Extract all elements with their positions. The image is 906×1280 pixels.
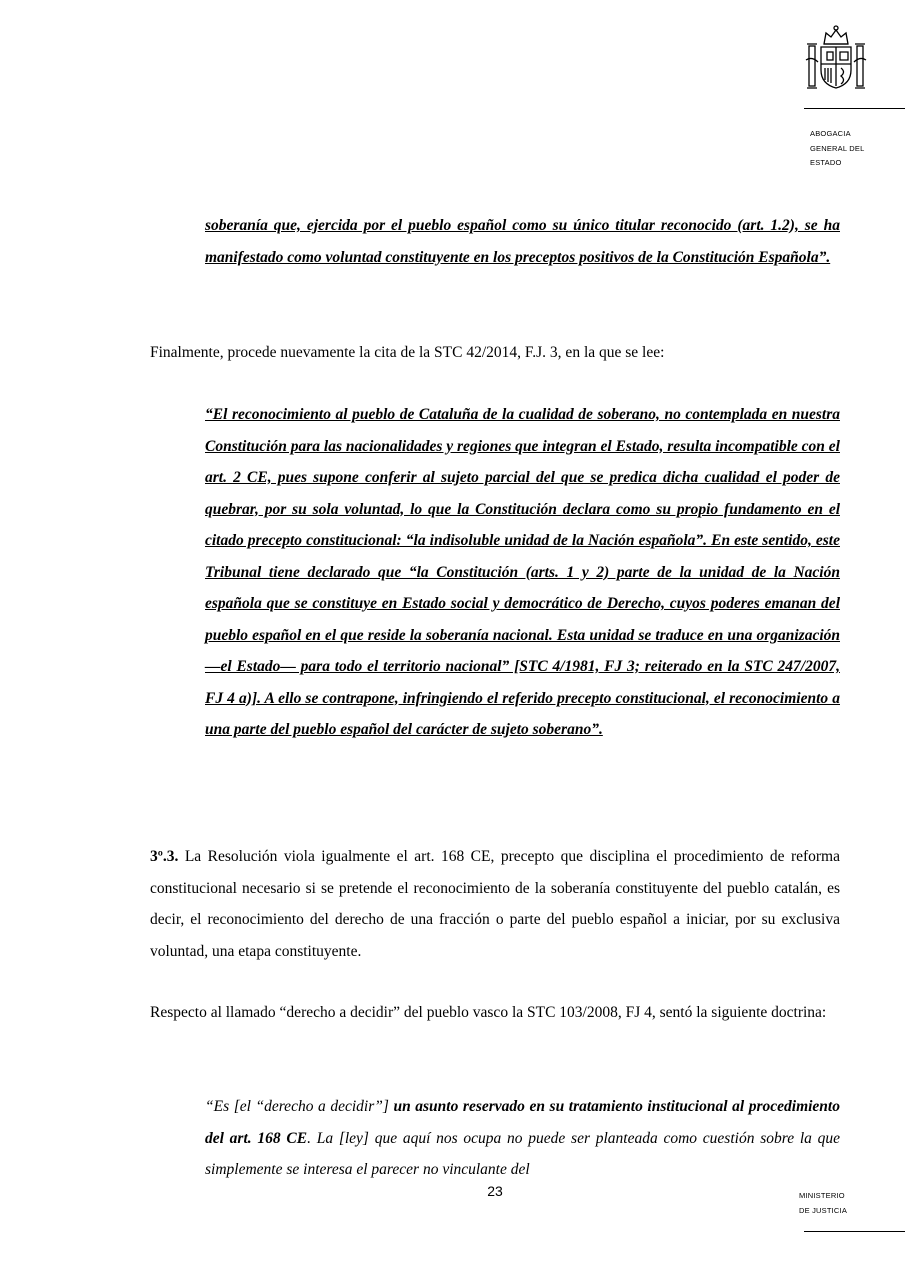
ministry-line: DE JUSTICIA xyxy=(799,1205,848,1215)
organization-line: ABOGACIA xyxy=(810,129,851,138)
section-text: La Resolución viola igualmente el art. 168 CE, precepto que disciplina el procedimiento de reforma constitucional necesario si se pretende el reconocimiento de la soberanía constituyente del pueblo catalán, es decir, el reconocimiento del derecho de una fracción o parte del pueblo español a iniciar, por su exclusiva voluntad, una etapa constituyente. xyxy=(150,848,840,960)
organization-line: GENERAL DEL xyxy=(810,143,865,153)
ministry-label xyxy=(799,1189,847,1218)
paragraph-stc-42-2014: Finalmente, procede nuevamente la cita de la STC 42/2014, F.J. 3, en la que se lee: xyxy=(150,344,665,361)
section-3-3 xyxy=(150,841,840,967)
coat-of-arms-icon xyxy=(804,24,868,94)
section-number: 3º.3. xyxy=(150,848,179,865)
organization-label xyxy=(810,127,864,171)
ministry-line: MINISTERIO xyxy=(799,1191,845,1200)
organization-line: ESTADO xyxy=(810,158,842,167)
quote-part-bold: un asunto reservado en su tratamiento institucional al procedimiento del art. 168 CE xyxy=(205,1098,840,1147)
paragraph-stc-103-2008: Respecto al llamado “derecho a decidir” del pueblo vasco la STC 103/2008, FJ 4, sentó la siguiente doctrina: xyxy=(150,1004,827,1021)
footer-rule xyxy=(804,1231,905,1232)
header-rule xyxy=(804,108,905,109)
quote-stc-42-2014: “El reconocimiento al pueblo de Cataluña de la cualidad de soberano, no contemplada en nuestra Constitución para las nacionalidades y regiones que integran el Estado, resulta incompatible con el art. 2 CE, pues supone conferir al sujeto parcial del que se predica dicha cualidad el poder de quebrar, por su sola voluntad, lo que la Constitución declara como su propio fundamento en el citado precepto constitucional: “la indisoluble unidad de la Nación española”. En este sentido, este Tribunal tiene declarado que “la Constitución (arts. 1 y 2) parte de la unidad de la Nación española que se constituye en Estado social y democrático de Derecho, cuyos poderes emanan del pueblo español en el que reside la soberanía nacional. Esta unidad se traduce en una organización —el Estado— para todo el territorio nacional” [STC 4/1981, FJ 3; reiterado en la STC 247/2007, FJ 4 a)]. A ello se contrapone, infringiendo el referido precepto constitucional, el reconocimiento a una parte del pueblo español del carácter de sujeto soberano”. xyxy=(205,406,840,738)
quote-sovereignty: soberanía que, ejercida por el pueblo español como su único titular reconocido (art. 1.2), se ha manifestado como voluntad constituyente en los preceptos positivos de la Constitución Española”. xyxy=(205,217,840,266)
quote-part: “Es [el “derecho a decidir”] xyxy=(205,1098,394,1115)
quote-part: . La [ley] que aquí nos ocupa no puede ser planteada como cuestión sobre la que simplemente se interesa el parecer no vinculante del xyxy=(205,1129,841,1178)
page-number: 23 xyxy=(487,1183,503,1199)
quote-stc-103-2008 xyxy=(205,1091,840,1186)
